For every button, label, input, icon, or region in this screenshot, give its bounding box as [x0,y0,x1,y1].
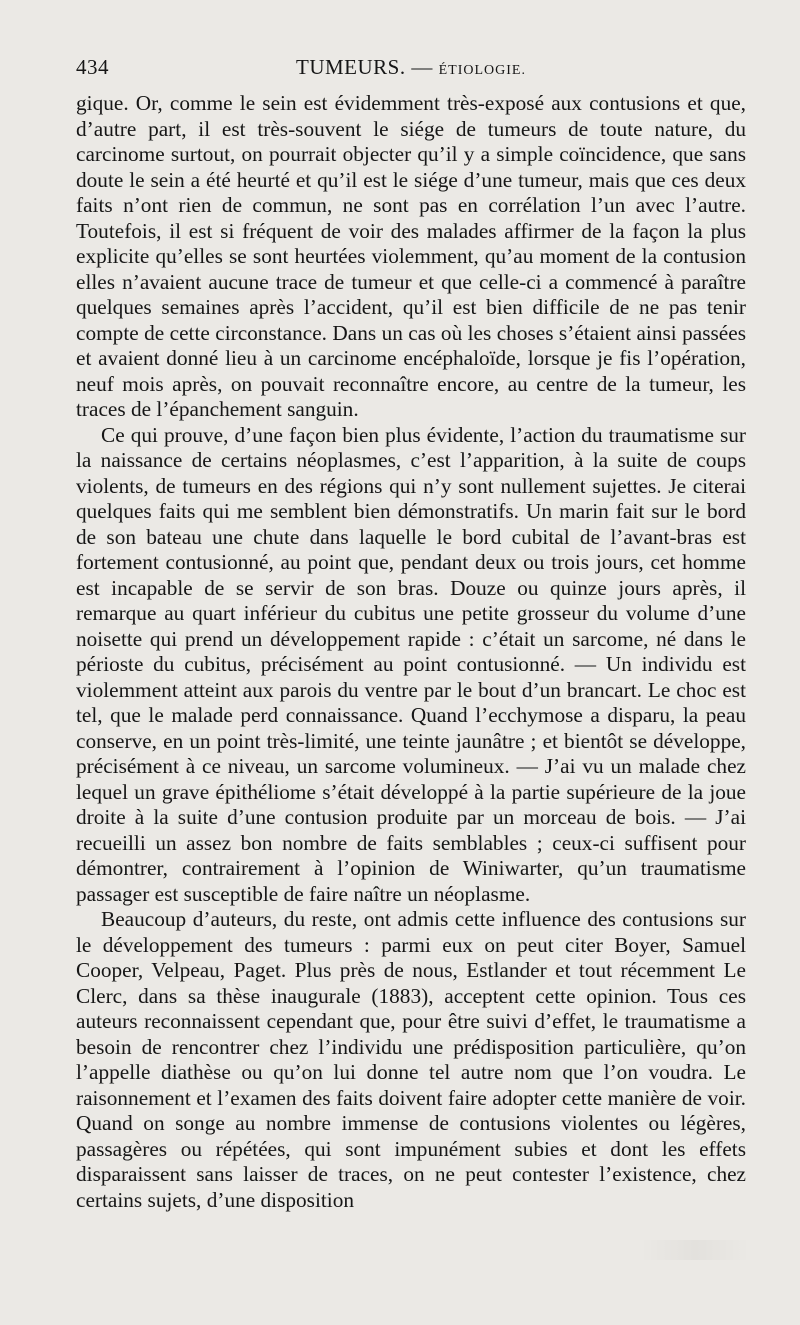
running-title [76,55,746,80]
body-text [76,91,746,1213]
paragraph-1: gique. Or, comme le sein est évidemment très-exposé aux contusions et que, d’autre part, il est très-souvent le siége de tumeurs de toute nature, du carcinome surtout, on pourrait objecter qu’il y a simple coïncidence, que sans doute le sein a été heurté et qu’il est le siége d’une tumeur, mais que ces deux faits n’ont rien de commun, ne sont pas en corrélation l’un avec l’autre. Toutefois, il est si fréquent de voir des malades affirmer de la façon la plus explicite qu’elles se sont heurtées violemment, qu’au moment de la contusion elles n’avaient aucune trace de tumeur et que celle-ci a commencé à paraître quelques semaines après l’accident, qu’il est bien difficile de ne pas tenir compte de cette circonstance. Dans un cas où les choses s’étaient ainsi passées et avaient donné lieu à un carcinome encéphaloïde, lorsque je fis l’opération, neuf mois après, on pouvait reconnaître encore, au centre de la tumeur, les traces de l’épanchement sanguin. [76,91,746,421]
paragraph-2: Ce qui prouve, d’une façon bien plus évidente, l’action du traumatisme sur la naissance de certains néoplasmes, c’est l’apparition, à la suite de coups violents, de tumeurs en des régions qui n’y sont nullement sujettes. Je citerai quelques faits qui me semblent bien démonstratifs. Un marin fait sur le bord de son bateau une chute dans laquelle le bord cubital de l’avant-bras est fortement contusionné, au point que, pendant deux ou trois jours, cet homme est incapable de se servir de son bras. Douze ou quinze jours après, il remarque au quart inférieur du cubitus une petite grosseur du volume d’une noisette qui prend un développement rapide : c’était un sarcome, né dans le périoste du cubitus, précisément au point contusionné. — Un individu est violemment atteint aux parois du ventre par le bout d’un brancart. Le choc est tel, que le malade perd connaissance. Quand l’ecchymose a disparu, la peau conserve, en un point très-limité, une teinte jaunâtre ; et bientôt se développe, précisément à ce niveau, un sarcome volumineux. — J’ai vu un malade chez lequel un grave épithéliome s’était développé à la partie supérieure de la joue droite à la suite d’une contusion produite par un morceau de bois. — J’ai recueilli un assez bon nombre de faits semblables ; ceux-ci suffisent pour démontrer, contrairement à l’opinion de Winiwarter, qu’un traumatisme passager est susceptible de faire naître un néoplasme. [76,422,746,906]
show-through-shadow [640,1240,750,1260]
page-number: 434 [76,55,109,79]
running-title-main: TUMEURS. — [296,55,433,79]
running-header [76,55,746,85]
paragraph-3: Beaucoup d’auteurs, du reste, ont admis cette influence des contusions sur le développement des tumeurs : parmi eux on peut citer Boyer, Samuel Cooper, Velpeau, Paget. Plus près de nous, Estlander et tout récemment Le Clerc, dans sa thèse inaugurale (1883), acceptent cette opinion. Tous ces auteurs reconnaissent cependant que, pour être suivi d’effet, le traumatisme a besoin de rencontrer chez l’individu une prédisposition particulière, qu’on l’appelle diathèse ou qu’on lui donne tel autre nom que l’on voudra. Le raisonnement et l’examen des faits doivent faire adopter cette manière de voir. Quand on songe au nombre immense de contusions violentes ou légères, passagères ou répétées, qui sont impunément subies et dont les effets disparaissent sans laisser de traces, on ne peut contester l’existence, chez certains sujets, d’une disposition [76,907,746,1212]
running-title-sub: ÉTIOLOGIE. [438,63,526,78]
